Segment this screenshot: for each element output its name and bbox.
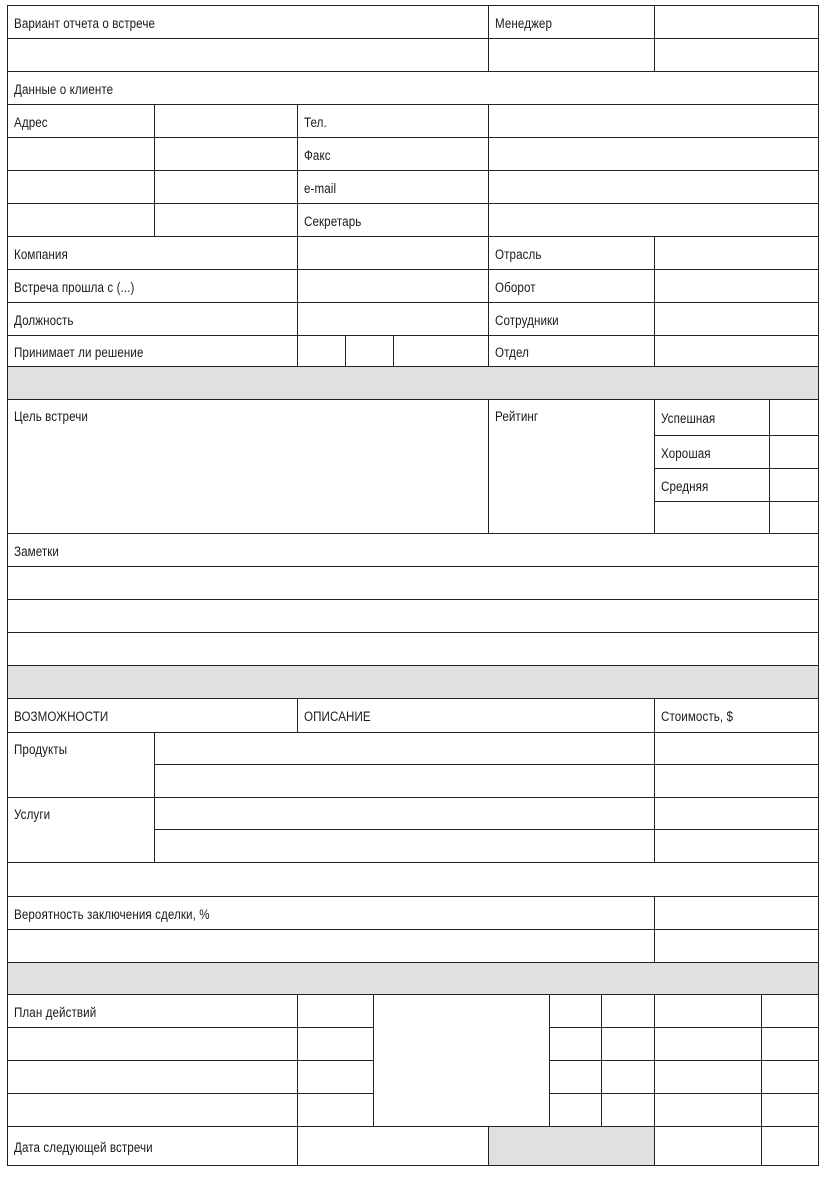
notes-line-3[interactable] <box>7 632 819 666</box>
position-label <box>7 302 298 336</box>
email-field[interactable] <box>488 170 819 204</box>
secretary-field[interactable] <box>488 203 819 237</box>
meeting-goal-label-text: Цель встречи <box>14 409 88 424</box>
plan-field-e4[interactable] <box>761 1093 819 1127</box>
separator-band-3 <box>7 962 819 995</box>
manager-field-3[interactable] <box>654 38 819 72</box>
fax-field[interactable] <box>488 137 819 171</box>
next-meeting-field-d[interactable] <box>654 1126 762 1166</box>
rating-label-text: Рейтинг <box>495 409 539 424</box>
separator-band-2 <box>7 665 819 699</box>
products-label-text: Продукты <box>14 742 68 757</box>
industry-label-text: Отрасль <box>495 247 542 262</box>
plan-field-b3[interactable] <box>549 1060 602 1094</box>
plan-field-d1[interactable] <box>654 994 762 1028</box>
product-description-1[interactable] <box>154 732 655 765</box>
manager-label <box>488 5 655 39</box>
next-meeting-field-e[interactable] <box>761 1126 819 1166</box>
company-label-text: Компания <box>14 247 68 262</box>
email-label <box>297 170 489 204</box>
department-label-text: Отдел <box>495 345 530 360</box>
decision-no-box[interactable] <box>345 335 394 367</box>
product-cost-2[interactable] <box>654 764 819 798</box>
employees-label-text: Сотрудники <box>495 313 559 328</box>
plan-action-3[interactable] <box>7 1060 298 1094</box>
opportunities-title-text: ВОЗМОЖНОСТИ <box>14 709 109 724</box>
department-label <box>488 335 655 367</box>
products-label <box>7 732 155 798</box>
decision-maker-label <box>7 335 298 367</box>
plan-field-b1[interactable] <box>549 994 602 1028</box>
plan-field-a3[interactable] <box>297 1060 374 1094</box>
client-section-title-text: Данные о клиенте <box>14 82 114 97</box>
action-plan-label <box>7 994 298 1028</box>
rating-option-good-text: Хорошая <box>661 446 711 461</box>
plan-field-a4[interactable] <box>297 1093 374 1127</box>
address-label-text: Адрес <box>14 115 48 130</box>
plan-notes-block[interactable] <box>373 994 550 1127</box>
rating-check-blank[interactable] <box>769 501 819 534</box>
plan-field-c1[interactable] <box>601 994 655 1028</box>
address-field-1[interactable] <box>154 104 298 138</box>
company-label <box>7 236 298 270</box>
industry-label <box>488 236 655 270</box>
department-field[interactable] <box>654 335 819 367</box>
rating-option-average-text: Средняя <box>661 479 709 494</box>
service-description-1[interactable] <box>154 797 655 830</box>
manager-field[interactable] <box>654 5 819 39</box>
plan-field-d3[interactable] <box>654 1060 762 1094</box>
address-field-6[interactable] <box>7 203 155 237</box>
phone-label-text: Тел. <box>304 115 327 130</box>
rating-option-blank[interactable] <box>654 501 770 534</box>
cost-title-text: Стоимость, $ <box>661 709 734 724</box>
rating-option-successful-text: Успешная <box>661 411 716 426</box>
turnover-label <box>488 269 655 303</box>
met-with-field[interactable] <box>297 269 489 303</box>
met-with-label <box>7 269 298 303</box>
phone-label <box>297 104 489 138</box>
rating-label <box>488 399 655 534</box>
decision-yes-box[interactable] <box>297 335 346 367</box>
client-section-title <box>7 71 819 105</box>
next-meeting-label <box>7 1126 298 1166</box>
services-label-text: Услуги <box>14 807 51 822</box>
industry-field[interactable] <box>654 236 819 270</box>
plan-field-d2[interactable] <box>654 1027 762 1061</box>
employees-field[interactable] <box>654 302 819 336</box>
service-cost-1[interactable] <box>654 797 819 830</box>
secretary-label <box>297 203 489 237</box>
plan-field-a2[interactable] <box>297 1027 374 1061</box>
position-label-text: Должность <box>14 313 74 328</box>
service-cost-2[interactable] <box>654 829 819 863</box>
services-label <box>7 797 155 863</box>
notes-label <box>7 533 819 567</box>
separator-band-1 <box>7 366 819 400</box>
turnover-field[interactable] <box>654 269 819 303</box>
plan-field-e2[interactable] <box>761 1027 819 1061</box>
address-label <box>7 104 155 138</box>
position-field[interactable] <box>297 302 489 336</box>
probability-field[interactable] <box>654 896 819 930</box>
service-description-2[interactable] <box>154 829 655 863</box>
manager-field-2[interactable] <box>488 38 655 72</box>
phone-field[interactable] <box>488 104 819 138</box>
probability-label <box>7 896 655 930</box>
rating-option-average <box>654 468 770 502</box>
action-plan-label-text: План действий <box>14 1005 97 1020</box>
rating-option-good <box>654 435 770 469</box>
address-field-3[interactable] <box>154 137 298 171</box>
plan-field-c3[interactable] <box>601 1060 655 1094</box>
report-variant-label <box>7 5 489 39</box>
plan-field-e3[interactable] <box>761 1060 819 1094</box>
report-variant-label-text: Вариант отчета о встрече <box>14 16 156 31</box>
plan-field-b2[interactable] <box>549 1027 602 1061</box>
address-field-7[interactable] <box>154 203 298 237</box>
secretary-label-text: Секретарь <box>304 214 362 229</box>
plan-field-c2[interactable] <box>601 1027 655 1061</box>
fax-label <box>297 137 489 171</box>
fax-label-text: Факс <box>304 148 331 163</box>
address-field-5[interactable] <box>154 170 298 204</box>
employees-label <box>488 302 655 336</box>
blank-row[interactable] <box>7 862 819 897</box>
cost-title <box>654 698 819 733</box>
notes-line-1[interactable] <box>7 566 819 600</box>
next-meeting-shaded-box <box>488 1126 655 1166</box>
probability-note-field[interactable] <box>7 929 655 963</box>
next-meeting-label-text: Дата следующей встречи <box>14 1140 153 1155</box>
notes-label-text: Заметки <box>14 544 60 559</box>
plan-field-b4[interactable] <box>549 1093 602 1127</box>
plan-action-4[interactable] <box>7 1093 298 1127</box>
product-description-2[interactable] <box>154 764 655 798</box>
opportunities-title <box>7 698 298 733</box>
report-variant-field[interactable] <box>7 38 489 72</box>
manager-label-text: Менеджер <box>495 16 553 31</box>
decision-maker-label-text: Принимает ли решение <box>14 345 144 360</box>
plan-field-d4[interactable] <box>654 1093 762 1127</box>
probability-label-text: Вероятность заключения сделки, % <box>14 907 210 922</box>
company-field[interactable] <box>297 236 489 270</box>
next-meeting-date-field[interactable] <box>297 1126 489 1166</box>
plan-action-2[interactable] <box>7 1027 298 1061</box>
plan-field-e1[interactable] <box>761 994 819 1028</box>
address-field-4[interactable] <box>7 170 155 204</box>
rating-option-successful <box>654 399 770 436</box>
description-title-text: ОПИСАНИЕ <box>304 709 371 724</box>
meeting-goal-label[interactable] <box>7 399 489 534</box>
notes-line-2[interactable] <box>7 599 819 633</box>
description-title <box>297 698 655 733</box>
email-label-text: e-mail <box>304 181 337 196</box>
decision-note-box[interactable] <box>393 335 489 367</box>
met-with-label-text: Встреча прошла с (...) <box>14 280 135 295</box>
rating-check-successful[interactable] <box>769 399 819 436</box>
plan-field-a1[interactable] <box>297 994 374 1028</box>
rating-check-good[interactable] <box>769 435 819 469</box>
rating-check-average[interactable] <box>769 468 819 502</box>
product-cost-1[interactable] <box>654 732 819 765</box>
plan-field-c4[interactable] <box>601 1093 655 1127</box>
address-field-2[interactable] <box>7 137 155 171</box>
probability-field-2[interactable] <box>654 929 819 963</box>
turnover-label-text: Оборот <box>495 280 536 295</box>
